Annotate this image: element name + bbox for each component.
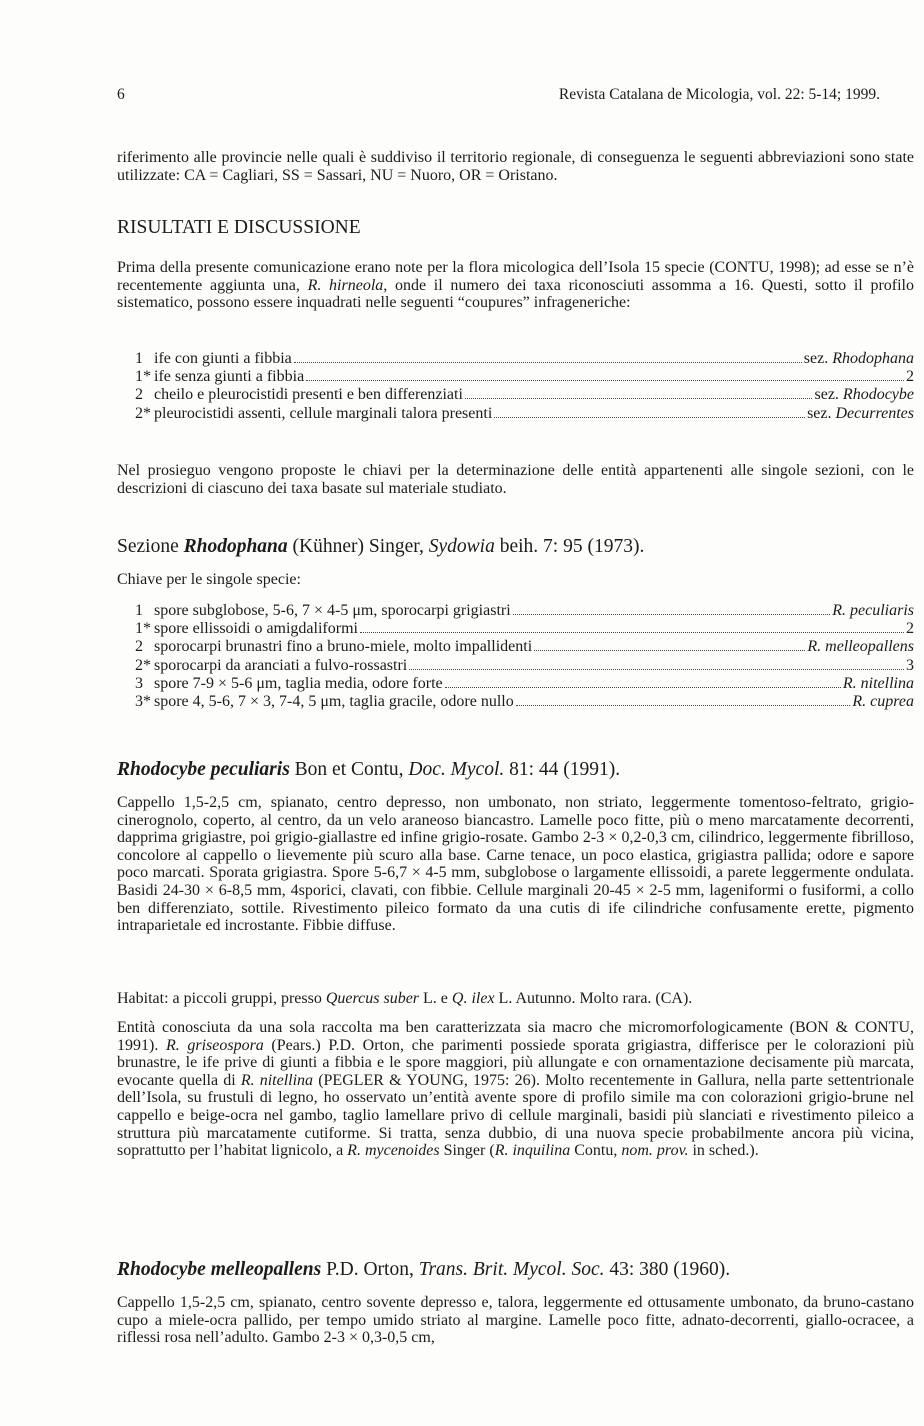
section-name: Rhodophana xyxy=(183,536,288,557)
key-row xyxy=(135,602,914,620)
section-heading: Sezione Rhodophana (Kühner) Singer, Sydowia beih. 7: 95 (1973). xyxy=(117,536,645,557)
key-text: ife senza giunti a fibbia xyxy=(154,368,305,386)
key-number: 1 xyxy=(135,350,143,367)
key-text: spore subglobose, 5-6, 7 × 4-5 μm, sporocarpi grigiastri xyxy=(154,602,511,619)
key-text: spore ellissoidi o amigdaliformi xyxy=(154,620,358,638)
key-row xyxy=(135,368,914,386)
key-text: cheilo e pleurocistidi presenti e ben differenziati xyxy=(154,386,463,404)
key-number: 3* xyxy=(135,692,151,710)
key-text: spore 4, 5-6, 7 × 3, 7-4, 5 μm, taglia gracile, odore nullo xyxy=(154,692,514,710)
key-row xyxy=(135,657,914,675)
key-target: R. cuprea xyxy=(852,692,914,710)
key-number: 2* xyxy=(135,656,151,674)
key-text: ife con giunti a fibbia xyxy=(154,350,292,367)
key-target: R. peculiaris xyxy=(832,602,914,619)
key-row xyxy=(135,350,914,368)
species-title: Rhodocybe peculiaris xyxy=(117,759,290,780)
journal-name: Doc. Mycol. xyxy=(408,759,505,780)
species-name: R. hirneola xyxy=(307,276,384,294)
key-target: sez. Rhodophana xyxy=(803,350,914,367)
leader-dots xyxy=(494,417,805,418)
results-paragraph: Prima della presente comunicazione erano note per la flora micologica dell’Isola 15 specie (CONTU, 1998); ad esse se n’è recentemente aggiunta una, R. hirneola, onde il numero dei taxa riconosciuti assomma a 16. Questi, sotto il profilo sistematico, possono essere inquadrati nelle seguenti “coupures” infrageneriche: xyxy=(117,259,914,312)
journal-name: Trans. Brit. Mycol. Soc. xyxy=(418,1259,605,1280)
leader-dots xyxy=(306,380,904,381)
key-text: pleurocistidi assenti, cellule marginali talora presenti xyxy=(154,404,493,422)
key-number: 3 xyxy=(135,674,143,692)
key-number: 1 xyxy=(135,602,143,619)
key-number: 2 xyxy=(135,386,143,404)
key-text: spore 7-9 × 5-6 μm, taglia media, odore forte xyxy=(154,674,443,692)
leader-dots xyxy=(516,705,851,706)
key-text: sporocarpi da aranciati a fulvo-rossastri xyxy=(154,656,408,674)
key-row xyxy=(135,675,914,693)
keys-paragraph: Nel prosieguo vengono proposte le chiavi per la determinazione delle entità appartenenti alle singole sezioni, con le descrizioni di ciascuno dei taxa basate sul materiale studiato. xyxy=(117,462,914,497)
key-intro: Chiave per le singole specie: xyxy=(117,571,301,588)
key-number: 2* xyxy=(135,404,151,422)
key-row xyxy=(135,405,914,423)
key-row xyxy=(135,620,914,638)
leader-dots xyxy=(513,614,831,615)
key-row xyxy=(135,386,914,404)
leader-dots xyxy=(409,669,904,670)
page-number: 6 xyxy=(117,86,125,103)
key-row xyxy=(135,693,914,711)
key-target: R. melleopallens xyxy=(807,638,914,656)
key-target: 2 xyxy=(906,620,914,638)
key-row xyxy=(135,638,914,656)
key-text: sporocarpi brunastri fino a bruno-miele, molto impallidenti xyxy=(154,638,533,656)
key-number: 2 xyxy=(135,638,143,656)
key-target: 3 xyxy=(906,656,914,674)
journal-name: Sydowia xyxy=(428,536,495,557)
species-description: Cappello 1,5-2,5 cm, spianato, centro depresso, non umbonato, non striato, leggermente tomentoso-feltrato, grigio-cinerognolo, coperto, al centro, da un velo araneoso biancastro. Lamelle poco fitte, più o meno marcatamente decorrenti, dapprima grigiastre, poi grigio-giallastre ed infine grigio-rosate. Gambo 2-3 × 0,2-0,3 cm, cilindrico, leggermente fibrilloso, concolore al cappello o lievemente più scuro alla base. Carne tenace, un poco elastica, grigiastra pallida; odore e sapore poco marcati. Sporata grigiastra. Spore 5-6,7 × 4-5 mm, subglobose o largamente ellissoidi, a parete leggermente ondulata. Basidi 24-30 × 6-8,5 mm, 4sporici, clavati, con fibbie. Cellule marginali 20-45 × 2-5 mm, lageniformi o fusiformi, a collo ben differenziato, sottile. Rivestimento pileico formato da una cutis di ife cilindriche confusamente erette, pigmento intraparietale ed incrostante. Fibbie diffuse. xyxy=(117,794,914,935)
journal-citation: Revista Catalana de Micologia, vol. 22: 5-14; 1999. xyxy=(558,86,880,103)
key-target: 2 xyxy=(906,368,914,386)
species-discussion: Entità conosciuta da una sola raccolta ma ben caratterizzata sia macro che micromorfologicamente (BON & CONTU, 1991). R. griseospora (Pears.) P.D. Orton, che parimenti possiede sporata grigiastra, differisce per le colorazioni più brunastre, le ife prive di giunti a fibbia e le spore maggiori, più allungate e con ornamentazione decisamente più marcata, evocante quella di R. nitellina (PEGLER & YOUNG, 1975: 26). Molto recentemente in Gallura, nella parte settentrionale dell’Isola, su frustuli di legno, ho osservato un’entità avente spore di profilo simile ma con colorazioni grigio-brune nel cappello e beige-ocra nel gambo, taglio lamellare privo di cellule marginali, basidi più slanciati e rivestimento pileico a struttura più marcatamente cutiforme. Si tratta, senza dubbio, di una nuova specie probabilmente ancora più vicina, soprattutto per l’habitat lignicolo, a R. mycenoides Singer (R. inquilina Contu, nom. prov. in sched.). xyxy=(117,1019,914,1160)
key-target: sez. Rhodocybe xyxy=(814,386,914,404)
intro-paragraph: riferimento alle provincie nelle quali è suddiviso il territorio regionale, di conseguenza le seguenti abbreviazioni sono state utilizzate: CA = Cagliari, SS = Sassari, NU = Nuoro, OR = Oristano. xyxy=(117,149,914,184)
leader-dots xyxy=(294,362,802,363)
results-heading: RISULTATI E DISCUSSIONE xyxy=(117,217,361,238)
key-target: sez. Decurrentes xyxy=(807,404,914,422)
species-key xyxy=(135,602,914,711)
leader-dots xyxy=(445,687,841,688)
page xyxy=(117,0,914,1426)
section-key xyxy=(135,350,914,423)
key-number: 1* xyxy=(135,620,151,638)
leader-dots xyxy=(360,632,904,633)
species-description: Cappello 1,5-2,5 cm, spianato, centro sovente depresso e, talora, leggermente ed ottusamente umbonato, da bruno-castano cupo a miele-ocra pallido, per tempo umido striato al margine. Lamelle poco fitte, adnato-decorrenti, giallo-ocracee, a riflessi rosa nell’adulto. Gambo 2-3 × 0,3-0,5 cm, xyxy=(117,1294,914,1347)
habitat-line: Habitat: a piccoli gruppi, presso Quercus suber L. e Q. ilex L. Autunno. Molto rara. (CA). xyxy=(117,990,693,1007)
key-target: R. nitellina xyxy=(842,674,914,692)
key-number: 1* xyxy=(135,368,151,386)
species-title: Rhodocybe melleopallens xyxy=(117,1259,322,1280)
leader-dots xyxy=(465,398,813,399)
leader-dots xyxy=(534,650,805,651)
species-heading: Rhodocybe peculiaris Bon et Contu, Doc. Mycol. 81: 44 (1991). xyxy=(117,759,621,780)
species-heading: Rhodocybe melleopallens P.D. Orton, Trans. Brit. Mycol. Soc. 43: 380 (1960). xyxy=(117,1259,731,1280)
